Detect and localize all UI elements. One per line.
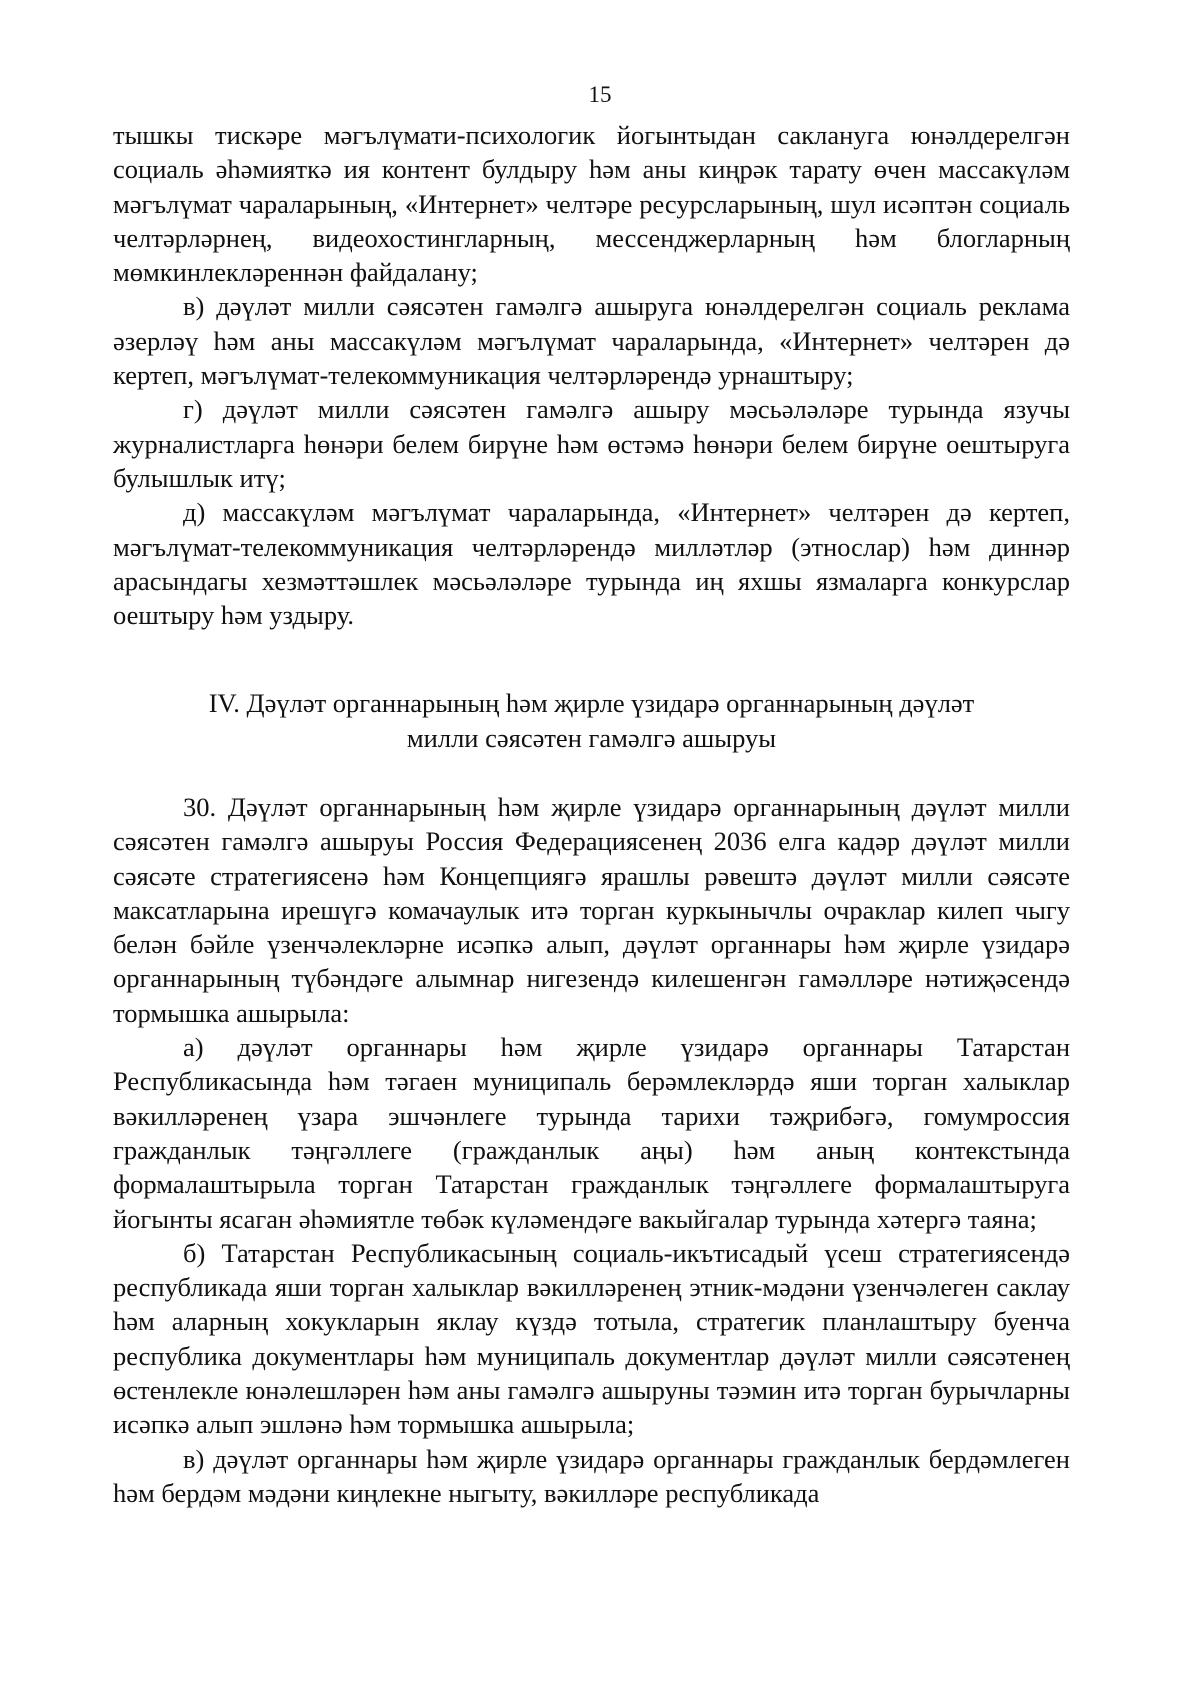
paragraph-item-v-2: в) дәүләт органнары һәм җирле үзидарә органнары гражданлык бердәмлеген һәм бердәм мәдәни киңлекне ныгыту, вәкилләре республикада — [113, 1443, 1070, 1508]
bottom-text-section — [113, 790, 1070, 1510]
paragraph-item-v: в) дәүләт милли сәясәтен гамәлгә ашыруга юнәлдерелгән социаль реклама әзерләү һәм аны массакүләм мәгълүмат чараларында, «Интернет» челтәрен дә кертеп, мәгълүмат-телекоммуникация челтәрләрендә урнаштыру; — [113, 291, 1070, 391]
paragraph-item-d: д) массакүләм мәгълүмат чараларында, «Интернет» челтәрен дә кертеп, мәгълүмат-телекоммуникация челтәрләрендә милләтләр (этнослар) һәм диннәр арасындагы хезмәттәшлек мәсьәләләре турында иң яхшы язмаларга конкурслар оештыру һәм уздыру. — [113, 497, 1070, 631]
section-heading-line-2: милли сәясәтен гамәлгә ашыруы — [406, 722, 777, 753]
section-heading — [113, 686, 1070, 755]
top-text-section — [113, 118, 1070, 632]
paragraph-item-b: б) Татарстан Республикасының социаль-икътисадый үсеш стратегиясендә республикада яши торган халыклар вәкилләренең этник-мәдәни үзенчәлеген саклау һәм аларның хокукларын яклау күздә тотыла, стратегик планлаштыру буенча республика документлары һәм муниципаль документлар дәүләт милли сәясәтенең өстенлекле юнәлешләрен һәм аны гамәлгә ашыруны тәэмин итә торган бурычларны исәпкә алып эшләнә һәм тормышка ашырыла; — [113, 1237, 1070, 1440]
paragraph-continuation: тышкы тискәре мәгълүмати-психологик йогынтыдан саклануга юнәлдерелгән социаль әһәмияткә ия контент булдыру һәм аны киңрәк тарату өчен массакүләм мәгълүмат чараларының, «Интернет» челтәре ресурсларының, шул исәптән социаль челтәрләрнең, видеохостингларның, мессенджерларның һәм блогларның мөмкинлекләреннән файдалану; — [113, 120, 1070, 288]
section-heading-line-1: IV. Дәүләт органнарының һәм җирле үзидарә органнарының дәүләт — [208, 688, 975, 718]
paragraph-item-g: г) дәүләт милли сәясәтен гамәлгә ашыру мәсьәләләре турында язучы журналистларга һөнәри белем бирүне һәм өстәмә һөнәри белем бирүне оештыруга булышлык итү; — [113, 394, 1070, 493]
paragraph-item-a: а) дәүләт органнары һәм җирле үзидарә органнары Татарстан Республикасында һәм тәгаен муниципаль берәмлекләрдә яши торган халыклар вәкилләренең үзара эшчәнлеге турында тарихи тәҗрибәгә, гомумроссия гражданлык тәңгәллеге (гражданлык аңы) һәм аның контекстында формалаштырыла торган Татарстан гражданлык тәңгәллеге формалаштыруга йогынты ясаган әһәмиятле төбәк күләмендәге вакыйгалар турында хәтергә таяна; — [113, 1032, 1070, 1234]
page-number: 15 — [588, 82, 612, 107]
paragraph-clause-30: 30. Дәүләт органнарының һәм җирле үзидарә органнарының дәүләт милли сәясәтен гамәлгә ашыруы Россия Федерациясенең 2036 елга кадәр дәүләт милли сәясәте стратегиясенә һәм Концепциягә ярашлы рәвештә дәүләт милли сәясәте максатларына ирешүгә комачаулык итә торган куркынычлы очраклар килеп чыгу белән бәйле үзенчәлекләрне исәпкә алып, дәүләт органнары һәм җирле үзидарә органнарының түбәндәге алымнар нигезендә килешенгән гамәлләре нәтиҗәсендә тормышка ашырыла: — [113, 792, 1070, 1028]
